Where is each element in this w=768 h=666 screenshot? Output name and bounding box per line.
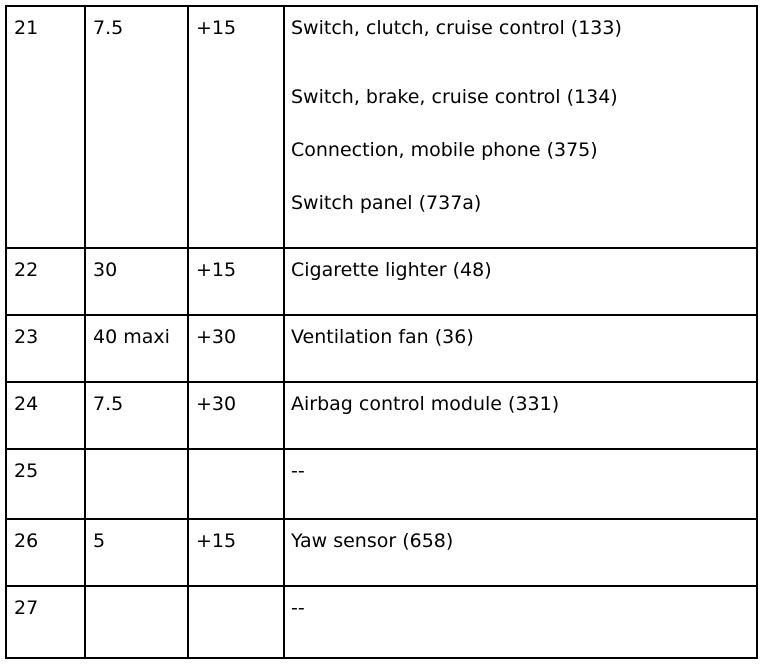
table-row <box>6 315 757 382</box>
fuse-number-cell: 21 <box>6 6 85 248</box>
components-cell <box>284 248 757 315</box>
amperage-cell: 5 <box>85 519 188 586</box>
component-label: Switch, clutch, cruise control (133) <box>291 17 622 39</box>
components-cell <box>284 449 757 519</box>
components-cell <box>284 315 757 382</box>
terminal-cell <box>188 449 284 519</box>
amperage-cell: 30 <box>85 248 188 315</box>
components-cell <box>284 586 757 658</box>
component-label: -- <box>291 460 305 482</box>
component-label: Switch, brake, cruise control (134) <box>291 86 618 108</box>
component-label: Yaw sensor (658) <box>291 530 454 552</box>
amperage-cell: 7.5 <box>85 382 188 449</box>
table-row <box>6 519 757 586</box>
amperage-cell: 7.5 <box>85 6 188 248</box>
terminal-cell: +15 <box>188 519 284 586</box>
fuse-number-cell: 25 <box>6 449 85 519</box>
table-row <box>6 449 757 519</box>
terminal-cell: +30 <box>188 315 284 382</box>
component-label: Airbag control module (331) <box>291 393 560 415</box>
table-row <box>6 382 757 449</box>
table-row <box>6 586 757 658</box>
fuse-number-cell: 23 <box>6 315 85 382</box>
component-label: -- <box>291 597 305 619</box>
components-cell <box>284 519 757 586</box>
terminal-cell: +15 <box>188 248 284 315</box>
amperage-cell: 40 maxi <box>85 315 188 382</box>
fuse-table <box>5 5 758 659</box>
amperage-cell <box>85 586 188 658</box>
terminal-cell: +15 <box>188 6 284 248</box>
component-label: Cigarette lighter (48) <box>291 259 492 281</box>
components-cell <box>284 6 757 248</box>
terminal-cell: +30 <box>188 382 284 449</box>
fuse-number-cell: 24 <box>6 382 85 449</box>
fuse-number-cell: 26 <box>6 519 85 586</box>
table-row <box>6 6 757 248</box>
component-label: Ventilation fan (36) <box>291 326 474 348</box>
components-cell <box>284 382 757 449</box>
amperage-cell <box>85 449 188 519</box>
table-row <box>6 248 757 315</box>
fuse-number-cell: 22 <box>6 248 85 315</box>
component-label: Switch panel (737a) <box>291 192 482 214</box>
component-label: Connection, mobile phone (375) <box>291 139 598 161</box>
terminal-cell <box>188 586 284 658</box>
fuse-number-cell: 27 <box>6 586 85 658</box>
